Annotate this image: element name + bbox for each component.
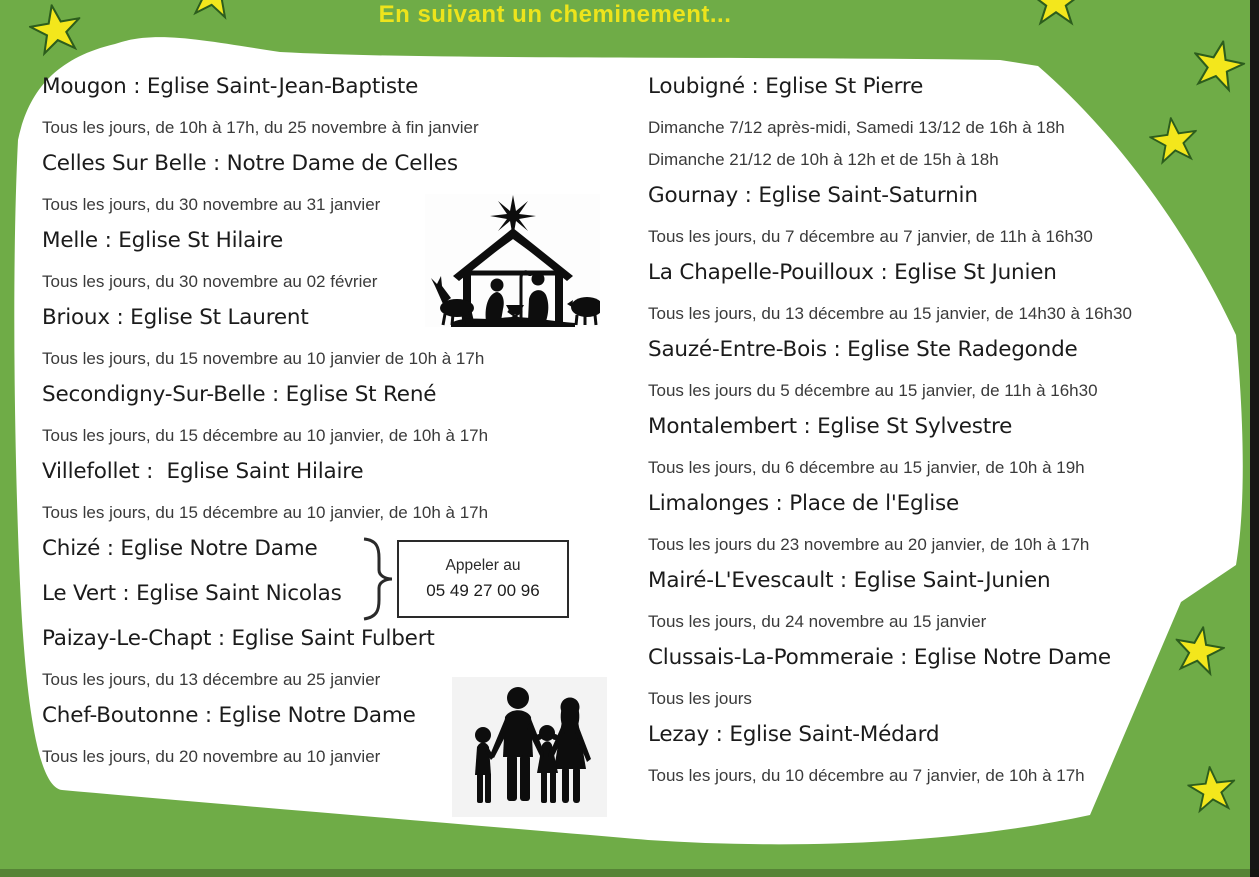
church-schedules: [648, 534, 1248, 556]
church-entry: [648, 720, 1248, 787]
church-name: Celles Sur Belle : Notre Dame de Celles: [42, 151, 458, 176]
church-entry: [42, 303, 622, 370]
left-column: [42, 72, 622, 778]
church-entry: [42, 226, 622, 293]
church-schedules: [648, 226, 1248, 248]
church-entry: [42, 72, 622, 139]
church-entry: [648, 489, 1248, 556]
church-schedule: Tous les jours, du 7 décembre au 7 janvier, de 11h à 16h30: [648, 227, 1093, 246]
church-schedule: Tous les jours, du 24 novembre au 15 janvier: [648, 612, 987, 631]
church-name: Mairé-L'Evescault : Eglise Saint-Junien: [648, 568, 1051, 593]
church-entry: [648, 72, 1248, 171]
church-entry: [42, 149, 622, 216]
church-name: Lezay : Eglise Saint-Médard: [648, 722, 940, 747]
church-name: Le Vert : Eglise Saint Nicolas: [42, 581, 342, 606]
church-schedule: Dimanche 21/12 de 10h à 12h et de 15h à 18h: [648, 150, 999, 169]
church-schedule: Tous les jours, du 13 décembre au 15 janvier, de 14h30 à 16h30: [648, 304, 1132, 323]
church-schedule: Tous les jours, de 10h à 17h, du 25 novembre à fin janvier: [42, 118, 479, 137]
phone-label: Appeler au: [445, 557, 521, 574]
church-schedules: [42, 425, 622, 447]
church-name: Loubigné : Eglise St Pierre: [648, 74, 924, 99]
church-schedules: [42, 194, 622, 216]
church-name: Sauzé-Entre-Bois : Eglise Ste Radegonde: [648, 337, 1078, 362]
church-name: Paizay-Le-Chapt : Eglise Saint Fulbert: [42, 626, 435, 651]
church-name: Limalonges : Place de l'Eglise: [648, 491, 960, 516]
church-entry: [42, 457, 622, 524]
church-schedules: [648, 765, 1248, 787]
church-schedule: Tous les jours, du 6 décembre au 15 janvier, de 10h à 19h: [648, 458, 1085, 477]
church-name: Villefollet : Eglise Saint Hilaire: [42, 459, 364, 484]
church-entry: [42, 380, 622, 447]
church-schedules: [648, 303, 1248, 325]
church-entry: [42, 701, 622, 768]
star-icon: [26, 0, 86, 60]
church-entry: [648, 258, 1248, 325]
church-name: Mougon : Eglise Saint-Jean-Baptiste: [42, 74, 419, 99]
church-schedules: [648, 611, 1248, 633]
church-schedule: Dimanche 7/12 après-midi, Samedi 13/12 de 16h à 18h: [648, 118, 1065, 137]
phone-number: 05 49 27 00 96: [426, 581, 540, 600]
church-schedules: [42, 669, 622, 691]
church-entry: [648, 643, 1248, 710]
church-entry: [42, 579, 622, 609]
church-name: La Chapelle-Pouilloux : Eglise St Junien: [648, 260, 1057, 285]
church-name: Secondigny-Sur-Belle : Eglise St René: [42, 382, 437, 407]
church-name: Chizé : Eglise Notre Dame: [42, 536, 318, 561]
church-schedule: Tous les jours, du 10 décembre au 7 janvier, de 10h à 17h: [648, 766, 1085, 785]
church-schedules: [42, 117, 622, 139]
church-schedules: [42, 746, 622, 768]
church-schedule: Tous les jours, du 30 novembre au 02 février: [42, 272, 378, 291]
church-schedule: Tous les jours, du 15 décembre au 10 janvier, de 10h à 17h: [42, 503, 489, 522]
church-name: Gournay : Eglise Saint-Saturnin: [648, 183, 978, 208]
church-schedule: Tous les jours: [648, 689, 752, 708]
church-schedules: [648, 688, 1248, 710]
church-schedules: [42, 502, 622, 524]
church-name: Clussais-La-Pommeraie : Eglise Notre Dame: [648, 645, 1111, 670]
church-schedule: Tous les jours, du 15 décembre au 10 janvier, de 10h à 17h: [42, 426, 489, 445]
right-column: [648, 72, 1248, 797]
church-schedule: Tous les jours, du 20 novembre au 10 janvier: [42, 747, 381, 766]
church-schedules: [648, 380, 1248, 402]
church-schedule: Tous les jours du 23 novembre au 20 janvier, de 10h à 17h: [648, 535, 1090, 554]
church-entry: [648, 412, 1248, 479]
right-border-strip: [1250, 0, 1259, 877]
church-schedules: [42, 348, 622, 370]
church-entry: [648, 181, 1248, 248]
church-entry: [648, 335, 1248, 402]
church-schedules: [42, 271, 622, 293]
church-schedule: Tous les jours, du 15 novembre au 10 janvier de 10h à 17h: [42, 349, 485, 368]
bottom-shadow-strip: [0, 869, 1259, 877]
church-schedule: Tous les jours, du 30 novembre au 31 janvier: [42, 195, 381, 214]
church-name: Montalembert : Eglise St Sylvestre: [648, 414, 1013, 439]
page-title: En suivant un cheminement...: [378, 1, 732, 28]
church-name: Brioux : Eglise St Laurent: [42, 305, 309, 330]
star-icon: [1030, 0, 1082, 28]
church-schedules: [648, 117, 1248, 171]
church-entry: [648, 566, 1248, 633]
church-schedule: Tous les jours, du 13 décembre au 25 janvier: [42, 670, 381, 689]
church-name: Melle : Eglise St Hilaire: [42, 228, 284, 253]
church-schedule: Tous les jours du 5 décembre au 15 janvier, de 11h à 16h30: [648, 381, 1098, 400]
church-entry: [42, 534, 622, 564]
church-name: Chef-Boutonne : Eglise Notre Dame: [42, 703, 416, 728]
church-entry: [42, 624, 622, 691]
church-schedules: [648, 457, 1248, 479]
